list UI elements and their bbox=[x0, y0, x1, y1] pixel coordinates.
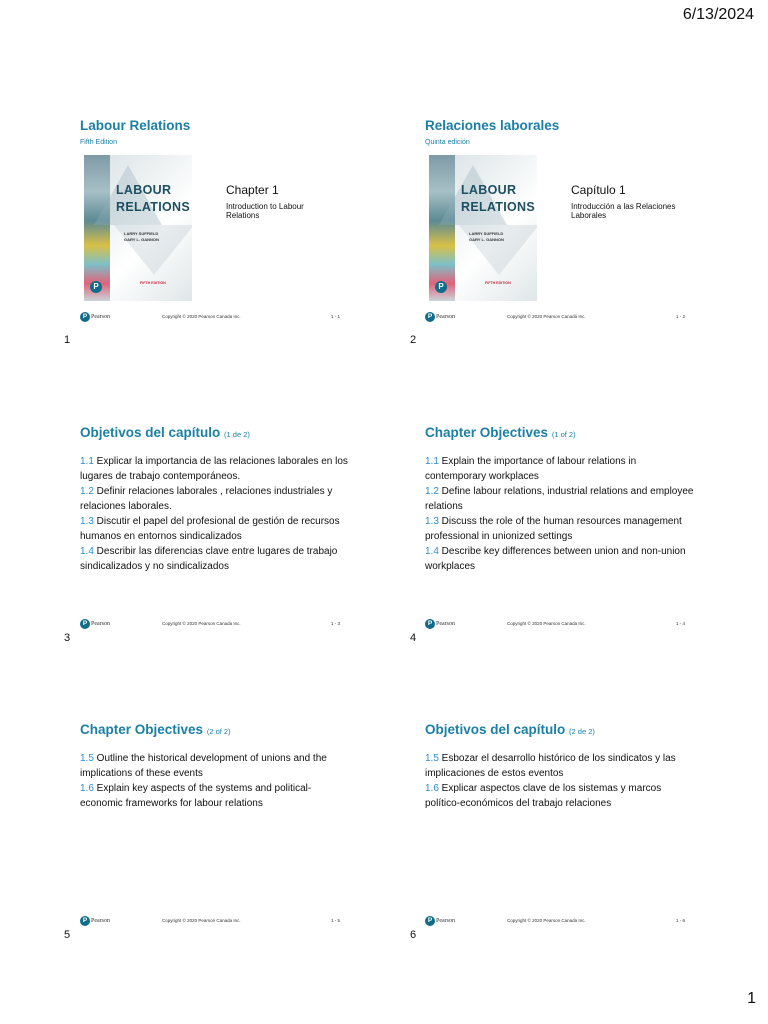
objectives-list bbox=[425, 751, 690, 811]
objective-item bbox=[80, 514, 350, 544]
objective-item bbox=[425, 781, 690, 811]
slide-number: 6 bbox=[410, 929, 417, 941]
objectives-list bbox=[80, 454, 350, 574]
cover-edition: FIFTH EDITION bbox=[485, 281, 511, 285]
slide-title-suffix: (1 of 2) bbox=[551, 430, 576, 439]
objective-number: 1.1 bbox=[425, 456, 439, 467]
objective-number: 1.2 bbox=[80, 486, 94, 497]
objective-text: Explicar la importancia de las relaciones laborales en los lugares de trabajo contemporáneos. bbox=[80, 456, 348, 482]
slide-1 bbox=[80, 118, 380, 348]
slide-title bbox=[425, 722, 595, 737]
objective-number: 1.3 bbox=[80, 516, 94, 527]
pearson-logo-icon: P bbox=[90, 281, 102, 293]
slide-title-text: Chapter Objectives bbox=[80, 722, 204, 737]
chapter-title: Chapter 1 bbox=[226, 183, 279, 197]
pearson-logo-icon: P bbox=[425, 312, 435, 322]
objective-item bbox=[425, 484, 695, 514]
page-number: 1 bbox=[747, 990, 756, 1007]
objective-item bbox=[80, 484, 350, 514]
slide-title-text: Chapter Objectives bbox=[425, 425, 549, 440]
slide-title-suffix: (1 de 2) bbox=[224, 430, 250, 439]
cover-author: GARY L. GANNON bbox=[124, 237, 159, 242]
cover-edition: FIFTH EDITION bbox=[140, 281, 166, 285]
slide-title-text: Objetivos del capítulo bbox=[80, 425, 221, 440]
slide-number: 3 bbox=[64, 632, 71, 644]
objective-text: Discuss the role of the human resources management professional in unionized settings bbox=[425, 516, 682, 542]
cover-title-line2: RELATIONS bbox=[116, 200, 190, 214]
book-cover-image bbox=[84, 155, 192, 301]
slide-title-suffix: (2 de 2) bbox=[569, 727, 595, 736]
objective-number: 1.5 bbox=[425, 753, 439, 764]
slide-title-suffix: (2 of 2) bbox=[206, 727, 231, 736]
footer-brand: Pearson bbox=[436, 621, 455, 627]
cover-title-line1: LABOUR bbox=[461, 183, 517, 197]
objective-number: 1.5 bbox=[80, 753, 94, 764]
footer-brand: Pearson bbox=[436, 918, 455, 924]
objective-number: 1.3 bbox=[425, 516, 439, 527]
pearson-logo-icon: P bbox=[425, 619, 435, 629]
slide-subtitle: Fifth Edition bbox=[80, 139, 117, 146]
objective-item bbox=[425, 544, 695, 574]
chapter-subtitle: Introducción a las Relaciones Laborales bbox=[571, 202, 676, 220]
objective-number: 1.2 bbox=[425, 486, 439, 497]
copyright-text: Copyright © 2020 Pearson Canadá Inc. bbox=[507, 314, 586, 319]
copyright-text: Copyright © 2020 Pearson Canada Inc. bbox=[162, 621, 241, 626]
objectives-list bbox=[425, 454, 695, 574]
slide-number: 1 bbox=[64, 334, 71, 346]
objective-text: Describir las diferencias clave entre lugares de trabajo sindicalizados y no sindicalizados bbox=[80, 546, 338, 572]
slide-label: 1 - 5 bbox=[331, 918, 341, 923]
slide-title bbox=[80, 722, 231, 737]
slide-number: 2 bbox=[410, 334, 417, 346]
objectives-list bbox=[80, 751, 330, 811]
objective-number: 1.6 bbox=[425, 783, 439, 794]
objective-item bbox=[80, 454, 350, 484]
pearson-logo-icon: P bbox=[435, 281, 447, 293]
slide-number: 4 bbox=[410, 632, 417, 644]
slide-subtitle: Quinta edición bbox=[425, 139, 470, 146]
slide-title bbox=[80, 425, 250, 440]
objective-item bbox=[425, 514, 695, 544]
objective-number: 1.4 bbox=[80, 546, 94, 557]
slide-title-text: Objetivos del capítulo bbox=[425, 722, 566, 737]
footer-brand: Pearson bbox=[91, 621, 110, 627]
slide-label: 1 - 3 bbox=[331, 621, 341, 626]
slide-title bbox=[425, 425, 576, 440]
slide-label: 1 - 1 bbox=[331, 314, 341, 319]
slide-title: Labour Relations bbox=[80, 118, 191, 133]
objective-text: Esbozar el desarrollo histórico de los sindicatos y las implicaciones de estos eventos bbox=[425, 753, 676, 779]
pearson-logo-icon: P bbox=[80, 312, 90, 322]
copyright-text: Copyright © 2020 Pearson Canada Inc. bbox=[507, 621, 586, 626]
objective-item bbox=[80, 751, 330, 781]
slide-label: 1 - 4 bbox=[676, 621, 686, 626]
cover-author: GARY L. GANNON bbox=[469, 237, 504, 242]
slide-4 bbox=[425, 425, 725, 655]
slide-label: 1 - 6 bbox=[676, 918, 686, 923]
slide-title: Relaciones laborales bbox=[425, 118, 560, 133]
slide-2 bbox=[425, 118, 725, 348]
pearson-logo-icon: P bbox=[425, 916, 435, 926]
objective-text: Explicar aspectos clave de los sistemas y marcos político-económicos del trabajo relaciones bbox=[425, 783, 662, 809]
cover-author: LARRY SUFFIELD bbox=[469, 231, 504, 236]
pearson-logo-icon: P bbox=[80, 916, 90, 926]
objective-item bbox=[425, 751, 690, 781]
slide-number: 5 bbox=[64, 929, 71, 941]
objective-text: Explain key aspects of the systems and political-economic frameworks for labour relations bbox=[80, 783, 312, 809]
objective-text: Discutir el papel del profesional de gestión de recursos humanos en entornos sindicalizados bbox=[80, 516, 340, 542]
objective-text: Definir relaciones laborales , relaciones industriales y relaciones laborales. bbox=[80, 486, 333, 512]
copyright-text: Copyright © 2020 Pearson Canada Inc. bbox=[162, 918, 241, 923]
objective-item bbox=[425, 454, 695, 484]
objective-text: Define labour relations, industrial relations and employee relations bbox=[425, 486, 694, 512]
book-cover-image bbox=[429, 155, 537, 301]
objective-number: 1.4 bbox=[425, 546, 439, 557]
objective-item bbox=[80, 544, 350, 574]
cover-author: LARRY SUFFIELD bbox=[124, 231, 159, 236]
slide-6 bbox=[425, 722, 725, 952]
objective-text: Explain the importance of labour relations in contemporary workplaces bbox=[425, 456, 637, 482]
chapter-subtitle: Introduction to Labour Relations bbox=[226, 202, 304, 220]
slide-3 bbox=[80, 425, 380, 655]
objective-item bbox=[80, 781, 330, 811]
slide-label: 1 - 2 bbox=[676, 314, 686, 319]
footer-brand: Pearson bbox=[436, 314, 455, 320]
objective-number: 1.6 bbox=[80, 783, 94, 794]
copyright-text: Copyright © 2020 Pearson Canada Inc. bbox=[162, 314, 241, 319]
copyright-text: Copyright © 2020 Pearson Canada Inc. bbox=[507, 918, 586, 923]
pearson-logo-icon: P bbox=[80, 619, 90, 629]
objective-number: 1.1 bbox=[80, 456, 94, 467]
print-date: 6/13/2024 bbox=[682, 6, 754, 23]
objective-text: Describe key differences between union and non-union workplaces bbox=[425, 546, 686, 572]
slide-5 bbox=[80, 722, 380, 952]
cover-title-line2: RELATIONS bbox=[461, 200, 535, 214]
footer-brand: Pearson bbox=[91, 314, 110, 320]
objective-text: Outline the historical development of unions and the implications of these events bbox=[80, 753, 327, 779]
cover-title-line1: LABOUR bbox=[116, 183, 172, 197]
footer-brand: Pearson bbox=[91, 918, 110, 924]
chapter-title: Capítulo 1 bbox=[571, 183, 626, 197]
